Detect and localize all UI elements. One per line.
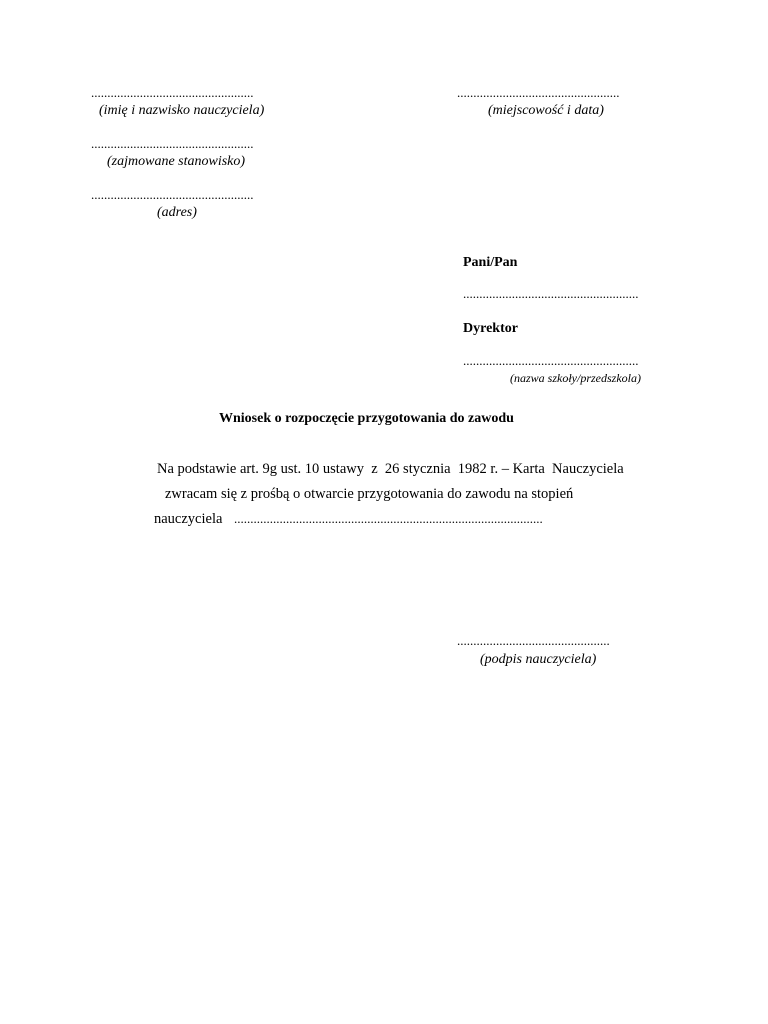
letter-heading: Wniosek o rozpoczęcie przygotowania do zawodu — [219, 411, 514, 426]
school-name-caption: (nazwa szkoły/przedszkola) — [510, 371, 641, 385]
teacher-name-field: .................................................. — [91, 85, 254, 100]
address-caption: (adres) — [157, 205, 197, 220]
letter-line-2: zwracam się z prośbą o otwarcie przygotowania do zawodu na stopień — [165, 486, 574, 502]
recipient-salutation: Pani/Pan — [463, 255, 518, 270]
position-caption: (zajmowane stanowisko) — [107, 154, 246, 169]
signature-caption: (podpis nauczyciela) — [480, 652, 597, 667]
letter-line-1: Na podstawie art. 9g ust. 10 ustawy z 26 stycznia 1982 r. – Karta Nauczyciela — [157, 461, 624, 477]
letter-line-3-label: nauczyciela — [154, 511, 223, 527]
degree-field: ............................................................................................... — [234, 511, 543, 526]
recipient-name-field: ...................................................... — [463, 286, 639, 301]
school-name-field: ...................................................... — [463, 353, 639, 368]
recipient-title: Dyrektor — [463, 321, 518, 336]
place-date-caption: (miejscowość i data) — [488, 103, 604, 118]
teacher-name-caption: (imię i nazwisko nauczyciela) — [99, 103, 265, 118]
signature-field: ............................................... — [457, 633, 610, 648]
position-field: .................................................. — [91, 136, 254, 151]
place-date-field: .................................................. — [457, 85, 620, 100]
address-field: .................................................. — [91, 187, 254, 202]
